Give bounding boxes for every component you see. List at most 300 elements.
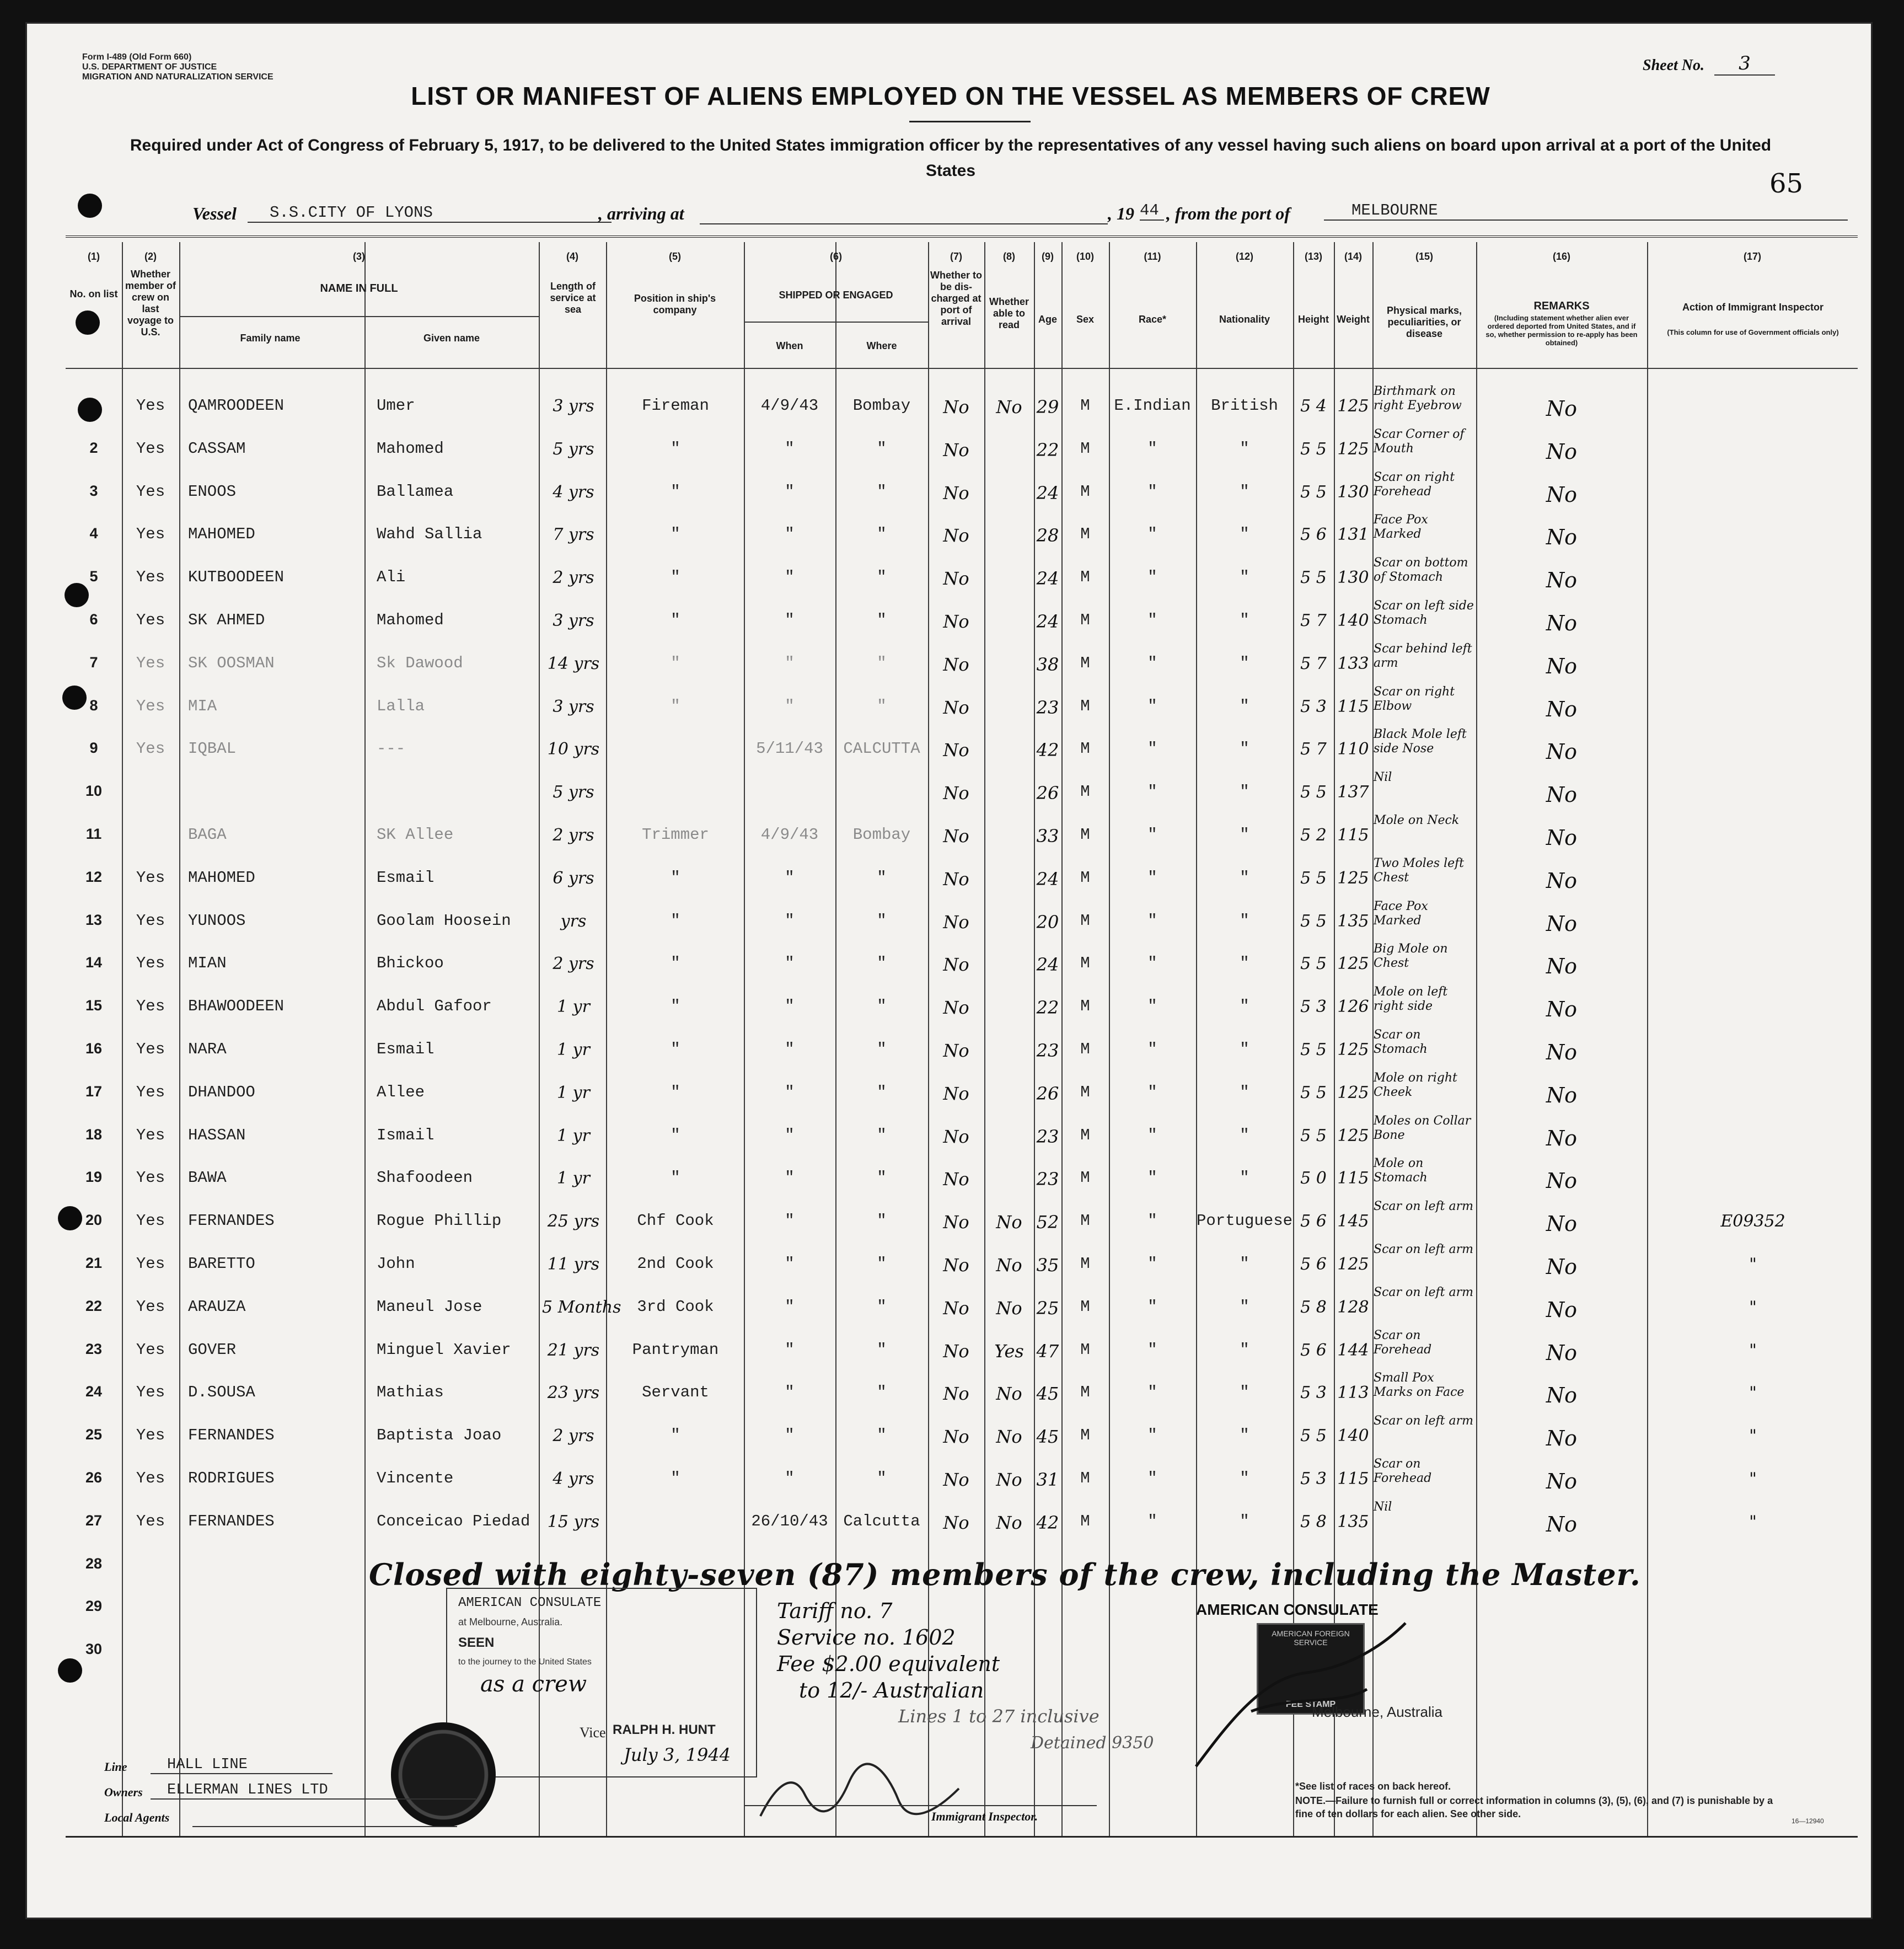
length-cell: 21 yrs — [547, 1340, 600, 1360]
remarks-cell: No — [1546, 783, 1578, 807]
given-name-cell: Sk Dawood — [377, 654, 463, 672]
height-cell: 5 7 — [1300, 740, 1327, 759]
sex-cell: M — [1080, 1340, 1090, 1359]
family-name-cell: KUTBOODEEN — [188, 568, 285, 587]
length-cell: yrs — [560, 911, 587, 931]
given-name-cell: --- — [377, 740, 406, 758]
stamp-vice: Vice — [580, 1725, 606, 1741]
age-cell: 23 — [1036, 1169, 1059, 1190]
nationality-cell: " — [1240, 1469, 1249, 1487]
port-name: MELBOURNE — [1324, 201, 1848, 221]
action-cell: E09352 — [1720, 1212, 1785, 1231]
weight-cell: 125 — [1337, 954, 1369, 974]
length-cell: 4 yrs — [553, 482, 594, 502]
weight-cell: 130 — [1337, 568, 1369, 588]
inspector-label: Immigrant Inspector. — [931, 1809, 1038, 1823]
col-head-weight: Weight — [1337, 314, 1370, 325]
col-num-15: (15) — [1415, 251, 1433, 262]
race-cell: " — [1147, 1297, 1157, 1316]
form-id-line-1: Form I-489 (Old Form 660) — [82, 52, 192, 62]
position-cell: Trimmer — [642, 826, 709, 844]
age-cell: 24 — [1036, 482, 1059, 504]
weight-cell: 130 — [1337, 482, 1369, 502]
row-number: 12 — [85, 868, 103, 885]
where-cell: " — [877, 1255, 887, 1273]
col-num-16: (16) — [1552, 251, 1570, 262]
tariff-line-6: Detained 9350 — [1031, 1733, 1154, 1753]
when-cell: " — [785, 1297, 795, 1316]
nationality-cell: " — [1240, 1083, 1249, 1101]
footer-note-2: NOTE.—Failure to furnish full or correct information in columns (3), (5), (6), and (7) is punishable by a fine of ten dollars for each alien. See other side. — [1295, 1795, 1773, 1819]
where-cell: " — [877, 611, 887, 629]
physical-marks-cell: Birthmark on right Eyebrow — [1374, 384, 1462, 413]
row-number: 13 — [85, 911, 103, 928]
when-cell: " — [785, 1212, 795, 1230]
family-name-cell: IQBAL — [188, 740, 237, 758]
weight-cell: 125 — [1337, 1040, 1369, 1059]
height-cell: 5 5 — [1300, 439, 1327, 459]
discharged-cell: No — [943, 1297, 969, 1319]
when-cell: " — [785, 482, 795, 501]
height-cell: 5 8 — [1300, 1297, 1327, 1317]
nationality-cell: " — [1240, 525, 1249, 544]
col-num-10: (10) — [1076, 251, 1094, 262]
where-cell: Calcutta — [843, 1512, 920, 1530]
col-head-read: Whether able to read — [989, 296, 1029, 330]
length-cell: 1 yr — [557, 997, 590, 1017]
punch-hole — [62, 686, 87, 710]
action-cell: " — [1749, 1340, 1757, 1360]
discharged-cell: No — [943, 697, 969, 718]
action-cell: " — [1749, 1426, 1757, 1446]
row-number: 26 — [85, 1469, 103, 1486]
position-cell: 3rd Cook — [637, 1297, 714, 1316]
remarks-cell: No — [1546, 654, 1578, 678]
given-name-cell: Mathias — [377, 1383, 444, 1402]
weight-cell: 140 — [1337, 1426, 1369, 1446]
height-cell: 5 5 — [1300, 868, 1327, 888]
height-cell: 5 3 — [1300, 1383, 1327, 1403]
row-number: 22 — [85, 1297, 103, 1314]
weight-cell: 144 — [1337, 1340, 1369, 1360]
where-cell: " — [877, 1426, 887, 1445]
row-number: 5 — [89, 568, 98, 585]
punch-hole — [76, 310, 100, 335]
tariff-line-3: Fee $2.00 equivalent — [777, 1652, 1000, 1676]
position-cell: " — [671, 868, 680, 887]
age-cell: 24 — [1036, 954, 1059, 976]
length-cell: 3 yrs — [553, 397, 594, 416]
family-name-cell: MAHOMED — [188, 868, 255, 887]
age-cell: 38 — [1036, 654, 1059, 675]
position-cell: " — [671, 997, 680, 1016]
nationality-cell: Portuguese — [1196, 1212, 1293, 1230]
race-cell: " — [1147, 740, 1157, 758]
col-num-1: (1) — [88, 251, 100, 262]
sex-cell: M — [1080, 611, 1090, 629]
member-cell: Yes — [136, 1083, 165, 1101]
weight-cell: 125 — [1337, 868, 1369, 888]
stamp-place: at Melbourne, Australia. — [458, 1616, 563, 1627]
read-cell: No — [996, 1469, 1022, 1490]
physical-marks-cell: Scar on left arm — [1374, 1200, 1473, 1214]
physical-marks-cell: Black Mole left side Nose — [1374, 727, 1467, 756]
race-cell: " — [1147, 568, 1157, 587]
position-cell: Pantryman — [632, 1340, 719, 1359]
height-cell: 5 3 — [1300, 697, 1327, 716]
remarks-cell: No — [1546, 397, 1578, 421]
when-cell: " — [785, 1383, 795, 1402]
when-cell: " — [785, 1255, 795, 1273]
member-cell: Yes — [136, 1297, 165, 1316]
remarks-cell: No — [1546, 568, 1578, 593]
table-bottom-rule — [66, 1836, 1858, 1838]
physical-marks-cell: Two Moles left Chest — [1374, 856, 1465, 885]
row-number: 11 — [85, 826, 102, 842]
col-num-3: (3) — [353, 251, 365, 262]
age-cell: 52 — [1036, 1212, 1059, 1233]
given-name-cell: Esmail — [377, 1040, 435, 1058]
position-cell: Chf Cook — [637, 1212, 714, 1230]
physical-marks-cell: Mole on Stomach — [1374, 1156, 1428, 1185]
discharged-cell: No — [943, 1383, 969, 1405]
position-cell: " — [671, 1169, 680, 1187]
footer-agents-label: Local Agents — [104, 1811, 170, 1824]
race-cell: E.Indian — [1114, 397, 1191, 415]
physical-marks-cell: Face Pox Marked — [1374, 513, 1428, 542]
nationality-cell: " — [1240, 911, 1249, 930]
remarks-cell: No — [1546, 611, 1578, 635]
height-cell: 5 6 — [1300, 1340, 1327, 1360]
age-cell: 24 — [1036, 868, 1059, 890]
height-cell: 5 2 — [1300, 826, 1327, 845]
where-cell: Bombay — [852, 826, 911, 844]
row-number: 14 — [85, 954, 103, 971]
height-cell: 5 5 — [1300, 482, 1327, 502]
family-name-cell: MIAN — [188, 954, 227, 973]
col-head-nationality: Nationality — [1219, 314, 1270, 325]
family-name-cell: YUNOOS — [188, 911, 246, 930]
weight-cell: 137 — [1337, 783, 1369, 802]
given-name-cell: Baptista Joao — [377, 1426, 502, 1445]
col-head-where: Where — [866, 340, 897, 351]
row-number: 28 — [85, 1555, 103, 1572]
when-cell: " — [785, 1169, 795, 1187]
page-number: 65 — [1769, 168, 1804, 199]
sex-cell: M — [1080, 783, 1090, 801]
footer-owners-value: ELLERMAN LINES LTD — [151, 1782, 476, 1800]
race-cell: " — [1147, 439, 1157, 458]
nationality-cell: " — [1240, 1512, 1249, 1530]
when-cell: " — [785, 954, 795, 973]
nationality-cell: " — [1240, 611, 1249, 629]
stamp-date: July 3, 1944 — [624, 1744, 731, 1765]
remarks-cell: No — [1546, 525, 1578, 550]
age-cell: 42 — [1036, 1512, 1059, 1533]
consulate-right-title: AMERICAN CONSULATE — [1196, 1601, 1379, 1618]
family-name-cell: MAHOMED — [188, 525, 255, 544]
member-cell: Yes — [136, 1212, 165, 1230]
member-cell: Yes — [136, 954, 165, 973]
length-cell: 25 yrs — [547, 1212, 600, 1231]
length-cell: 4 yrs — [553, 1469, 594, 1488]
when-cell: " — [785, 697, 795, 715]
given-name-cell: Wahd Sallia — [377, 525, 482, 544]
race-cell: " — [1147, 1340, 1157, 1359]
nationality-cell: " — [1240, 1255, 1249, 1273]
height-cell: 5 5 — [1300, 783, 1327, 802]
member-cell: Yes — [136, 740, 165, 758]
given-name-cell: Minguel Xavier — [377, 1340, 511, 1359]
physical-marks-cell: Scar behind left arm — [1374, 641, 1472, 670]
year-prefix: , 19 — [1108, 204, 1134, 223]
physical-marks-cell: Scar on left side Stomach — [1374, 599, 1474, 627]
row-number: 4 — [89, 525, 98, 542]
family-name-cell: DHANDOO — [188, 1083, 255, 1101]
when-cell: " — [785, 1083, 795, 1101]
remarks-cell: No — [1546, 1083, 1578, 1107]
col-num-12: (12) — [1235, 251, 1253, 262]
row-number: 24 — [85, 1383, 103, 1400]
col-head-family: Family name — [240, 333, 301, 344]
where-cell: " — [877, 482, 887, 501]
age-cell: 45 — [1036, 1426, 1059, 1448]
weight-cell: 125 — [1337, 1126, 1369, 1145]
col-head-shipped: SHIPPED OR ENGAGED — [779, 290, 893, 301]
col-num-2: (2) — [144, 251, 157, 262]
col-head-when: When — [776, 340, 803, 351]
position-cell: " — [671, 954, 680, 973]
where-cell: " — [877, 1469, 887, 1487]
race-cell: " — [1147, 826, 1157, 844]
table-top-rule — [66, 235, 1858, 238]
vessel-name: S.S.CITY OF LYONS — [248, 204, 612, 223]
family-name-cell: BAGA — [188, 826, 227, 844]
col-head-height: Height — [1298, 314, 1329, 325]
row-number: 30 — [85, 1641, 103, 1658]
discharged-cell: No — [943, 397, 969, 417]
race-cell: " — [1147, 1126, 1157, 1144]
age-cell: 29 — [1036, 397, 1059, 417]
col-head-action: Action of Immigrant Inspector — [1682, 302, 1824, 313]
age-cell: 25 — [1036, 1297, 1059, 1319]
col-head-physical: Physical marks, peculiarities, or disease — [1386, 305, 1462, 339]
height-cell: 5 5 — [1300, 1040, 1327, 1059]
nationality-cell: " — [1240, 439, 1249, 458]
given-name-cell: Esmail — [377, 868, 435, 887]
stamp-seen: SEEN — [458, 1635, 495, 1650]
discharged-cell: No — [943, 654, 969, 675]
family-name-cell: FERNANDES — [188, 1426, 275, 1445]
discharged-cell: No — [943, 1212, 969, 1233]
nationality-cell: " — [1240, 1426, 1249, 1445]
col-head-sex: Sex — [1076, 314, 1095, 325]
age-cell: 45 — [1036, 1383, 1059, 1405]
member-cell: Yes — [136, 1383, 165, 1402]
race-cell: " — [1147, 911, 1157, 930]
race-cell: " — [1147, 611, 1157, 629]
race-cell: " — [1147, 1212, 1157, 1230]
given-name-cell: Shafoodeen — [377, 1169, 473, 1187]
weight-cell: 145 — [1337, 1212, 1369, 1231]
col-head-remarks: REMARKS — [1533, 300, 1590, 312]
race-cell: " — [1147, 1040, 1157, 1058]
remarks-cell: No — [1546, 1040, 1578, 1064]
where-cell: " — [877, 568, 887, 587]
height-cell: 5 7 — [1300, 654, 1327, 673]
row-number: 8 — [89, 697, 98, 714]
race-cell: " — [1147, 1255, 1157, 1273]
stamp-journey: to the journey to the United States — [458, 1657, 592, 1667]
remarks-cell: No — [1546, 740, 1578, 764]
where-cell: " — [877, 1126, 887, 1144]
manifest-subtitle: Required under Act of Congress of February 5, 1917, to be delivered to the United States immigration officer by the representatives of any vessel having such aliens on board upon arrival at a port of the United States — [130, 136, 1772, 180]
nationality-cell: " — [1240, 1297, 1249, 1316]
sex-cell: M — [1080, 954, 1090, 973]
col-head-race: Race* — [1138, 314, 1167, 325]
member-cell: Yes — [136, 868, 165, 887]
weight-cell: 113 — [1337, 1383, 1369, 1403]
length-cell: 7 yrs — [553, 525, 594, 545]
punch-hole — [58, 1658, 82, 1683]
race-cell: " — [1147, 997, 1157, 1016]
member-cell: Yes — [136, 997, 165, 1016]
member-cell: Yes — [136, 1255, 165, 1273]
when-cell: " — [785, 611, 795, 629]
race-cell: " — [1147, 482, 1157, 501]
given-name-cell: Vincente — [377, 1469, 454, 1487]
form-id-line-2: U.S. DEPARTMENT OF JUSTICE — [82, 62, 217, 72]
col-head-given: Given name — [423, 333, 480, 344]
length-cell: 2 yrs — [553, 826, 594, 845]
length-cell: 6 yrs — [553, 868, 594, 888]
height-cell: 5 0 — [1300, 1169, 1327, 1188]
remarks-cell: No — [1546, 868, 1578, 893]
nationality-cell: " — [1240, 868, 1249, 887]
remarks-cell: No — [1546, 439, 1578, 464]
physical-marks-cell: Scar on right Elbow — [1374, 684, 1455, 713]
when-cell: " — [785, 439, 795, 458]
race-cell: " — [1147, 954, 1157, 973]
physical-marks-cell: Scar on Forehead — [1374, 1328, 1432, 1357]
physical-marks-cell: Small Pox Marks on Face — [1374, 1371, 1465, 1400]
nationality-cell: " — [1240, 783, 1249, 801]
discharged-cell: No — [943, 611, 969, 632]
given-name-cell: SK Allee — [377, 826, 454, 844]
weight-cell: 133 — [1337, 654, 1369, 673]
position-cell: " — [671, 911, 680, 930]
vessel-label: Vessel — [192, 204, 237, 223]
row-number: 29 — [85, 1598, 103, 1615]
position-cell: " — [671, 1126, 680, 1144]
where-cell: " — [877, 654, 887, 672]
sex-cell: M — [1080, 482, 1090, 501]
physical-marks-cell: Scar on bottom of Stomach — [1374, 556, 1468, 585]
where-cell: " — [877, 954, 887, 973]
sex-cell: M — [1080, 697, 1090, 715]
sex-cell: M — [1080, 568, 1090, 587]
remarks-cell: No — [1546, 954, 1578, 979]
given-name-cell: Rogue Phillip — [377, 1212, 502, 1230]
col-num-4: (4) — [566, 251, 578, 262]
physical-marks-cell: Scar on Stomach — [1374, 1028, 1428, 1056]
sex-cell: M — [1080, 397, 1090, 415]
weight-cell: 131 — [1337, 525, 1369, 545]
family-name-cell: BAWA — [188, 1169, 227, 1187]
member-cell: Yes — [136, 482, 165, 501]
given-name-cell: Ballamea — [377, 482, 454, 501]
nationality-cell: " — [1240, 1169, 1249, 1187]
physical-marks-cell: Scar on right Forehead — [1374, 470, 1455, 499]
when-cell: 4/9/43 — [760, 397, 819, 415]
physical-marks-cell: Mole on right Cheek — [1374, 1070, 1457, 1099]
read-cell: No — [996, 397, 1022, 417]
where-cell: CALCUTTA — [843, 740, 920, 758]
weight-cell: 140 — [1337, 611, 1369, 630]
when-cell: " — [785, 1426, 795, 1445]
height-cell: 5 5 — [1300, 1426, 1327, 1446]
where-cell: " — [877, 1083, 887, 1101]
fee-stamp-top: AMERICAN FOREIGN SERVICE — [1272, 1629, 1350, 1647]
read-cell: No — [996, 1383, 1022, 1405]
member-cell: Yes — [136, 697, 165, 715]
nationality-cell: " — [1240, 954, 1249, 973]
manifest-title: LIST OR MANIFEST OF ALIENS EMPLOYED ON THE VESSEL AS MEMBERS OF CREW — [411, 82, 1490, 110]
given-name-cell: Mahomed — [377, 439, 444, 458]
race-cell: " — [1147, 697, 1157, 715]
height-cell: 5 3 — [1300, 1469, 1327, 1488]
position-cell: " — [671, 1426, 680, 1445]
given-name-cell: Umer — [377, 397, 415, 415]
given-name-cell: Lalla — [377, 697, 425, 715]
family-name-cell: ARAUZA — [188, 1297, 246, 1316]
sex-cell: M — [1080, 654, 1090, 672]
family-name-cell: FERNANDES — [188, 1212, 275, 1230]
nationality-cell: " — [1240, 826, 1249, 844]
member-cell: Yes — [136, 654, 165, 672]
race-cell: " — [1147, 1383, 1157, 1402]
weight-cell: 115 — [1337, 1169, 1369, 1188]
race-cell: " — [1147, 1169, 1157, 1187]
sex-cell: M — [1080, 868, 1090, 887]
arriving-field — [700, 223, 1108, 224]
where-cell: " — [877, 697, 887, 715]
where-cell: " — [877, 439, 887, 458]
member-cell: Yes — [136, 611, 165, 629]
where-cell: " — [877, 911, 887, 930]
length-cell: 3 yrs — [553, 697, 594, 716]
stamp-officer: RALPH H. HUNT — [613, 1722, 716, 1737]
position-cell: " — [671, 482, 680, 501]
where-cell: " — [877, 525, 887, 544]
height-cell: 5 6 — [1300, 1255, 1327, 1274]
col-head-remarks-note: (Including statement whether alien ever ordered deported from United States, and if so, whether permission to re-apply has been obtained) — [1485, 314, 1638, 347]
member-cell: Yes — [136, 911, 165, 930]
length-cell: 3 yrs — [553, 611, 594, 630]
row-number: 9 — [89, 740, 98, 757]
when-cell: " — [785, 568, 795, 587]
position-cell: Fireman — [642, 397, 709, 415]
where-cell: " — [877, 997, 887, 1016]
discharged-cell: No — [943, 482, 969, 504]
col-num-6: (6) — [830, 251, 842, 262]
col-num-5: (5) — [669, 251, 681, 262]
when-cell: " — [785, 868, 795, 887]
remarks-cell: No — [1546, 1340, 1578, 1365]
discharged-cell: No — [943, 1340, 969, 1362]
position-cell: Servant — [642, 1383, 709, 1402]
weight-cell: 135 — [1337, 1512, 1369, 1532]
